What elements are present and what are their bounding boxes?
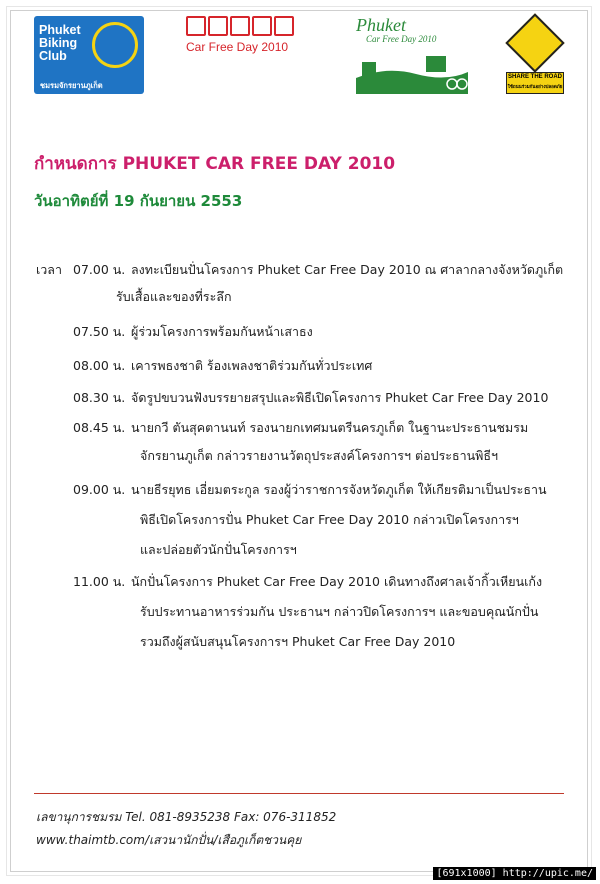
time-0700: 07.00 น. <box>73 262 126 277</box>
city-scene-icon <box>356 52 468 94</box>
train-icon <box>208 16 228 36</box>
bus-icon <box>186 16 206 36</box>
time-0900: 09.00 น. <box>73 482 126 497</box>
schedule-line: รวมถึงผู้สนับสนุนโครงการฯ Phuket Car Free Day 2010 <box>140 634 456 649</box>
time-1100: 11.00 น. <box>73 574 126 589</box>
time-0845: 08.45 น. <box>73 420 126 435</box>
phuket-cfd-line1: Phuket <box>356 15 406 35</box>
club-name <box>39 24 81 63</box>
web-address: www.thaimtb.com/เสวนานักปั่น/เสือภูเก็ตชวนคุย <box>36 833 302 847</box>
phuket-cfd-line2: Car Free Day 2010 <box>366 34 437 44</box>
schedule-line: จักรยานภูเก็ต กล่าวรายงานวัตถุประสงค์โครงการฯ ต่อประธานพิธีฯ <box>140 448 499 463</box>
logo-bar <box>34 16 574 96</box>
schedule-line: ลงทะเบียนปั่นโครงการ Phuket Car Free Day 2010 ณ ศาลากลางจังหวัดภูเก็ต <box>131 262 564 277</box>
club-thai-name: ชมรมจักรยานภูเก็ต <box>40 81 103 90</box>
phuket-biking-club-logo <box>34 16 144 94</box>
car-free-day-logo <box>186 16 322 76</box>
schedule-line: และปล่อยตัวนักปั่นโครงการฯ <box>140 542 297 557</box>
transport-icons <box>186 16 322 36</box>
car-free-day-text: Car Free Day 2010 <box>186 40 289 54</box>
time-label: เวลา <box>36 262 62 277</box>
walking-icon <box>274 16 294 36</box>
page-border <box>10 10 588 872</box>
schedule-line: พิธีเปิดโครงการปั่น Phuket Car Free Day 2010 กล่าวเปิดโครงการฯ <box>140 512 519 527</box>
club-line1: Phuket <box>39 23 81 37</box>
share-the-road-logo <box>506 16 564 98</box>
share-road-plate <box>506 72 564 94</box>
phuket-car-free-day-logo <box>356 16 476 96</box>
schedule-line: นักปั่นโครงการ Phuket Car Free Day 2010 เดินทางถึงศาลเจ้ากิ้วเหียนเก้ง <box>131 574 543 589</box>
boat-icon <box>230 16 250 36</box>
schedule-line: จัดรูปขบวนฟังบรรยายสรุปและพิธีเปิดโครงการ Phuket Car Free Day 2010 <box>131 390 549 405</box>
time-0830: 08.30 น. <box>73 390 126 405</box>
schedule-line: รับประทานอาหารร่วมกัน ประธานฯ กล่าวปิดโครงการฯ และขอบคุณนักปั่น <box>140 604 539 619</box>
club-line3: Club <box>39 49 67 63</box>
schedule-line: นายกวี ตันสุคตานนท์ รองนายกเทศมนตรีนครภูเก็ต ในฐานะประธานชมรม <box>131 420 529 435</box>
event-title: กำหนดการ PHUKET CAR FREE DAY 2010 <box>34 154 396 174</box>
schedule-line: ผู้ร่วมโครงการพร้อมกันหน้าเสาธง <box>131 324 313 339</box>
schedule-line: รับเสื้อและของที่ระลึก <box>116 289 232 304</box>
contact-info: เลขานุการชมรม Tel. 081-8935238 Fax: 076-311852 <box>36 810 337 824</box>
upload-watermark: [691x1000] http://upic.me/ <box>433 867 596 880</box>
club-line2: Biking <box>39 36 78 50</box>
schedule-line: เคารพธงชาติ ร้องเพลงชาติร่วมกันทั่วประเทศ <box>131 358 373 373</box>
schedule-line: นายธีรยุทธ เอี่ยมตระกูล รองผู้ว่าราชการจังหวัดภูเก็ต ให้เกียรติมาเป็นประธาน <box>131 482 547 497</box>
share-road-line2: ใช้ถนนร่วมกันอย่างปลอดภัย <box>507 84 563 89</box>
time-0800: 08.00 น. <box>73 358 126 373</box>
footer-divider <box>34 793 564 794</box>
time-0750: 07.50 น. <box>73 324 126 339</box>
bicycle-icon <box>252 16 272 36</box>
road-sign-icon <box>505 13 564 72</box>
event-date: วันอาทิตย์ที่ 19 กันยายน 2553 <box>34 192 243 210</box>
share-road-line1: SHARE THE ROAD <box>507 74 562 80</box>
bicycle-wheel-icon <box>92 22 138 68</box>
